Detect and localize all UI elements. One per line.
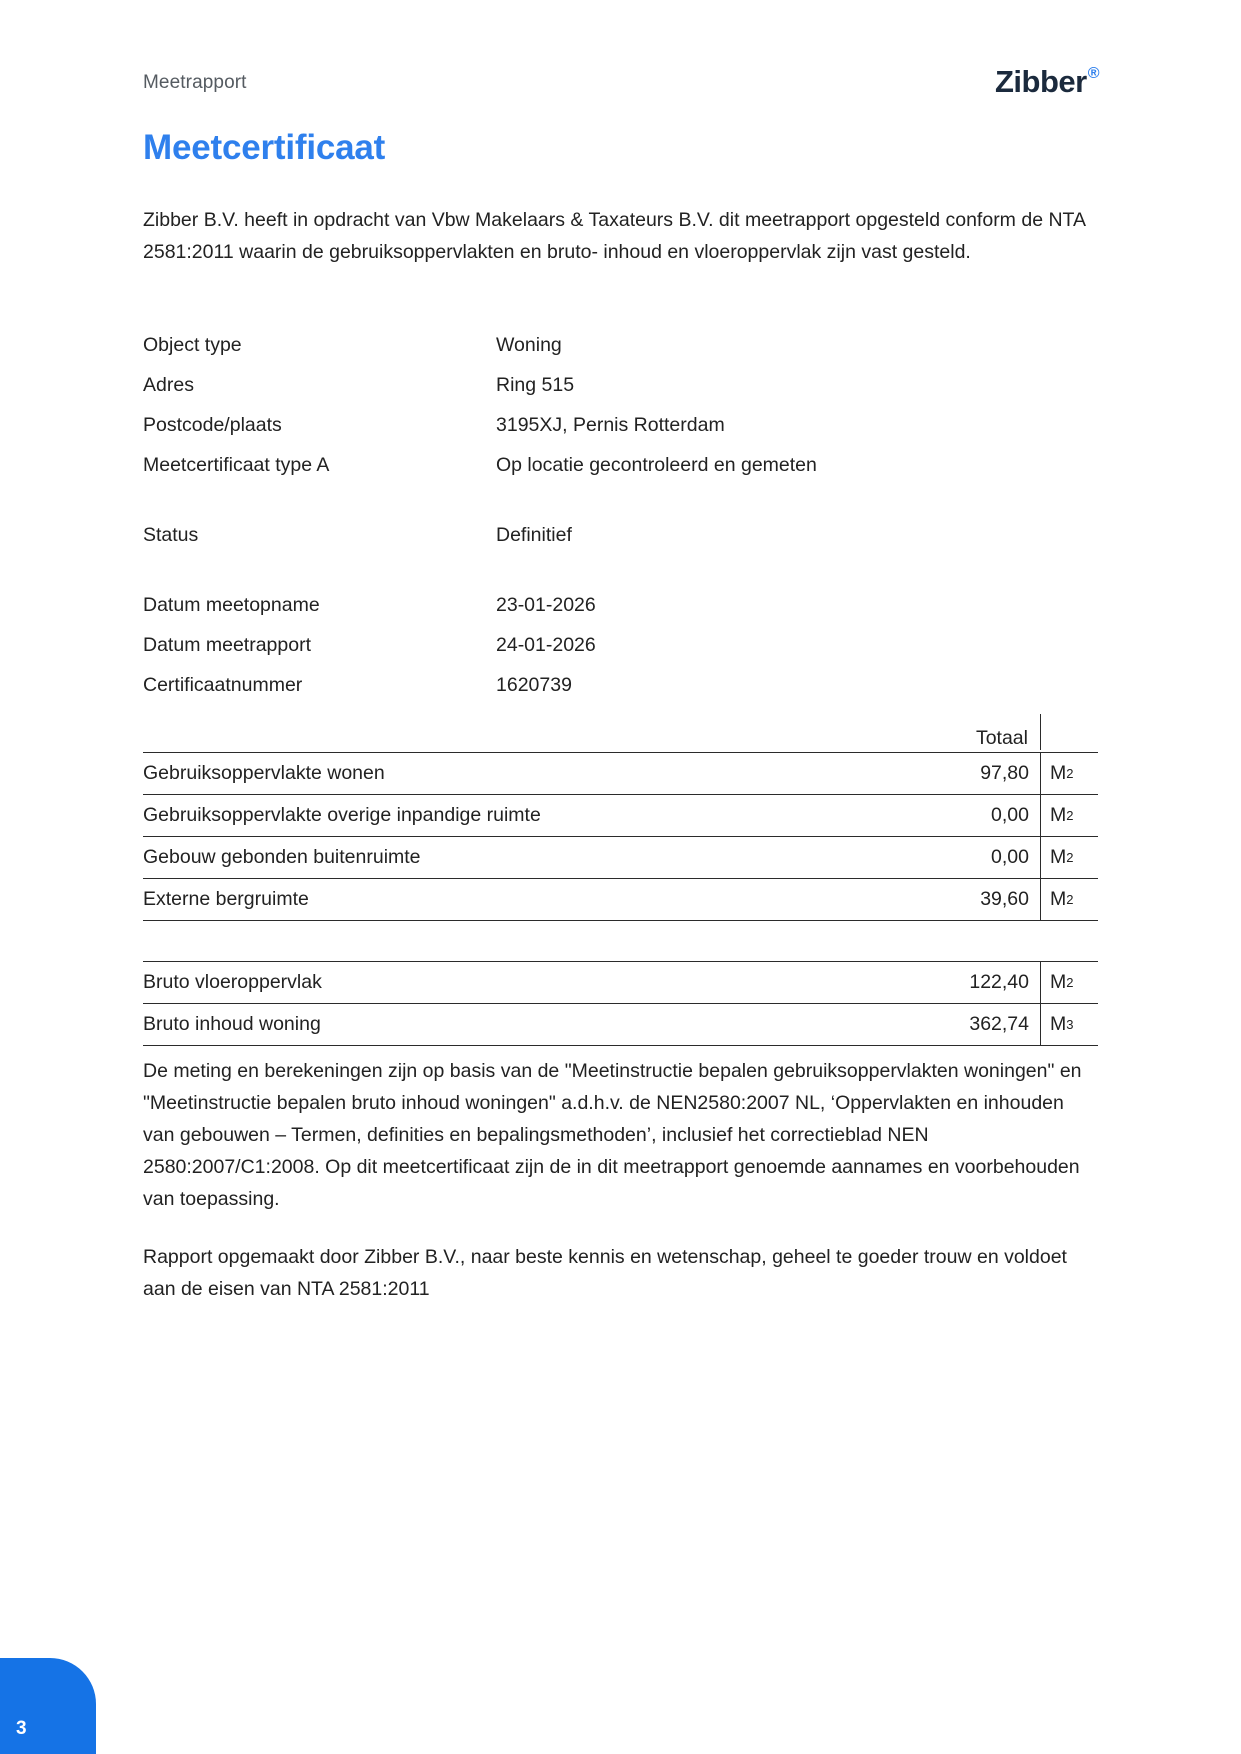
table-header-row bbox=[143, 714, 1098, 752]
table-row bbox=[143, 961, 1098, 1003]
column-header-unit bbox=[1040, 714, 1098, 750]
unit-symbol: M bbox=[1050, 846, 1067, 868]
row-label: Adres bbox=[143, 374, 194, 396]
table-row bbox=[143, 445, 1098, 485]
row-unit: M 2 bbox=[1040, 837, 1098, 878]
table-row bbox=[143, 625, 1098, 665]
row-value: 23-01-2026 bbox=[496, 594, 596, 616]
row-label: Bruto vloeroppervlak bbox=[143, 971, 322, 993]
row-label: Object type bbox=[143, 334, 242, 356]
measurements-table bbox=[143, 714, 1098, 1046]
unit-symbol: M bbox=[1050, 762, 1067, 784]
row-label: Bruto inhoud woning bbox=[143, 1013, 321, 1035]
measurements-group-totals bbox=[143, 961, 1098, 1046]
row-unit: M 2 bbox=[1040, 795, 1098, 836]
standards-paragraph: De meting en berekeningen zijn op basis van de "Meetinstructie bepalen gebruiksoppervlakten woningen" en "Meetinstructie bepalen bruto inhoud woningen" a.d.h.v. de NEN2580:2007 NL, ‘Oppervlakten en inhouden van gebouwen – Termen, definities en bepalingsmethoden’, inclusief het correctieblad NEN 2580:2007/C1:2008. Op dit meetcertificaat zijn de in dit meetrapport genoemde aannames en voorbehouden van toepassing. bbox=[143, 1060, 1082, 1210]
row-value: 97,80 bbox=[980, 762, 1029, 784]
row-value: 0,00 bbox=[991, 804, 1029, 826]
document-header bbox=[143, 64, 1098, 104]
row-value: 1620739 bbox=[496, 674, 572, 696]
status-badge: Definitief bbox=[496, 524, 572, 546]
table-divider bbox=[143, 921, 1098, 961]
row-value: 39,60 bbox=[980, 888, 1029, 910]
row-unit: M 2 bbox=[1040, 879, 1098, 920]
row-label: Datum meetrapport bbox=[143, 634, 311, 656]
column-header-total: Totaal bbox=[975, 727, 1028, 749]
page-title: Meetcertificaat bbox=[143, 128, 386, 167]
row-unit: M 2 bbox=[1040, 962, 1098, 1003]
row-value: Ring 515 bbox=[496, 374, 575, 396]
table-row bbox=[143, 325, 1098, 365]
row-label: Gebruiksoppervlakte wonen bbox=[143, 762, 385, 784]
row-value: 362,74 bbox=[969, 1013, 1029, 1035]
zibber-logo bbox=[995, 64, 1098, 100]
table-row bbox=[143, 836, 1098, 878]
row-value: Op locatie gecontroleerd en gemeten bbox=[496, 454, 817, 476]
page-number: 3 bbox=[16, 1718, 27, 1739]
report-kicker: Meetrapport bbox=[143, 72, 247, 93]
row-label: Gebruiksoppervlakte overige inpandige ruimte bbox=[143, 804, 541, 826]
row-label: Datum meetopname bbox=[143, 594, 320, 616]
table-row bbox=[143, 365, 1098, 405]
row-label: Status bbox=[143, 524, 199, 546]
unit-symbol: M bbox=[1050, 804, 1067, 826]
table-row bbox=[143, 1003, 1098, 1046]
unit-symbol: M bbox=[1050, 971, 1067, 993]
row-value: Woning bbox=[496, 334, 562, 356]
row-label: Externe bergruimte bbox=[143, 888, 309, 910]
row-unit: M 3 bbox=[1040, 1004, 1098, 1045]
row-value: 122,40 bbox=[969, 971, 1029, 993]
intro-paragraph: Zibber B.V. heeft in opdracht van Vbw Makelaars & Taxateurs B.V. dit meetrapport opgesteld conform de NTA 2581:2011 waarin de gebruiksoppervlakten en bruto- inhoud en vloeroppervlak zijn vast gesteld. bbox=[143, 209, 1085, 263]
table-row bbox=[143, 405, 1098, 445]
measurements-group-primary bbox=[143, 752, 1098, 921]
table-row bbox=[143, 585, 1098, 625]
table-row bbox=[143, 794, 1098, 836]
unit-symbol: M bbox=[1050, 888, 1067, 910]
row-value: 0,00 bbox=[991, 846, 1029, 868]
row-label: Postcode/plaats bbox=[143, 414, 282, 436]
row-label: Meetcertificaat type A bbox=[143, 454, 330, 476]
row-unit: M 2 bbox=[1040, 753, 1098, 794]
declaration-paragraph: Rapport opgemaakt door Zibber B.V., naar beste kennis en wetenschap, geheel te goeder trouw en voldoet aan de eisen van NTA 2581:2011 bbox=[143, 1246, 1067, 1300]
registered-mark-icon: ® bbox=[1087, 65, 1099, 82]
property-details-table bbox=[143, 325, 1098, 705]
footnotes bbox=[143, 1055, 1098, 1331]
row-value: 24-01-2026 bbox=[496, 634, 596, 656]
status-row bbox=[143, 515, 1098, 555]
row-label: Gebouw gebonden buitenruimte bbox=[143, 846, 421, 868]
table-row bbox=[143, 752, 1098, 794]
brand-name: Zibber bbox=[994, 64, 1087, 99]
row-label: Certificaatnummer bbox=[143, 674, 303, 696]
page-number-badge bbox=[0, 1658, 96, 1754]
table-row bbox=[143, 878, 1098, 921]
row-value: 3195XJ, Pernis Rotterdam bbox=[496, 414, 725, 436]
unit-symbol: M bbox=[1050, 1013, 1067, 1035]
table-row bbox=[143, 665, 1098, 705]
